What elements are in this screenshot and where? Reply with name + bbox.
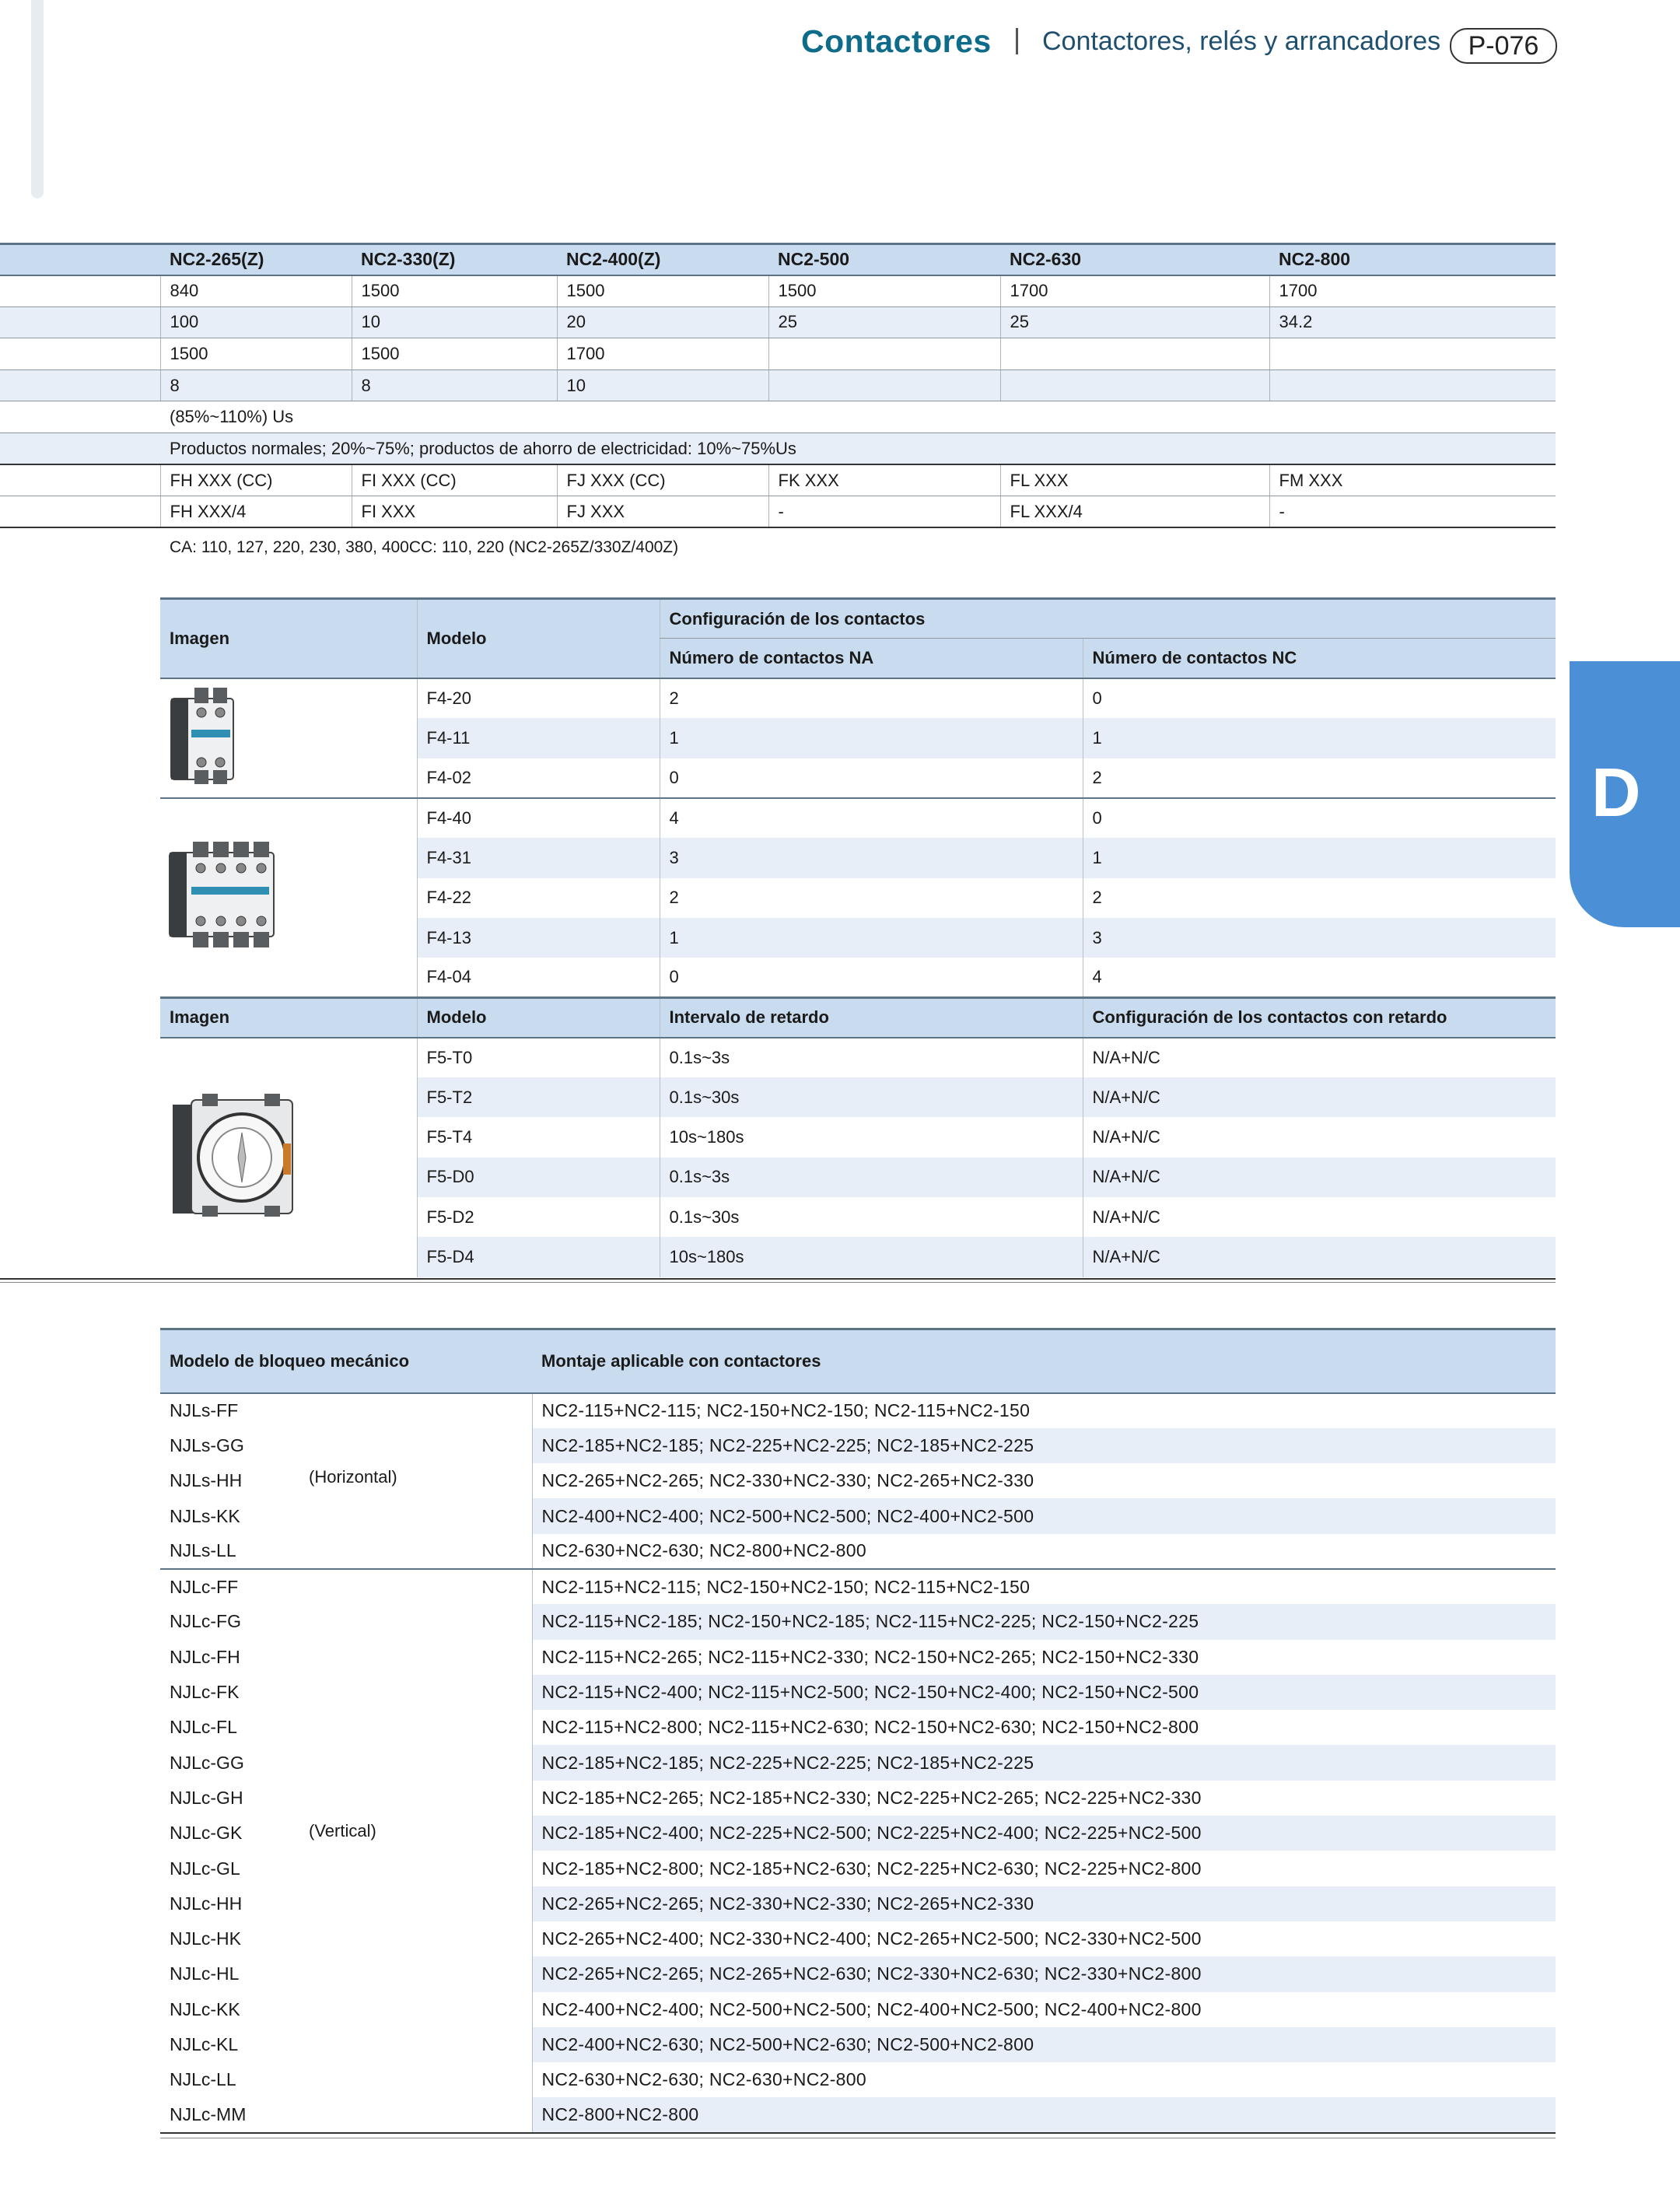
table-row: [160, 2097, 1556, 2132]
table-end-rule: [0, 1278, 1556, 1280]
table-cell: F5-T0: [417, 1038, 660, 1077]
section-letter: D: [1591, 754, 1641, 831]
specs-table: [0, 243, 1556, 528]
timer-header-row: [160, 997, 1556, 1037]
table-cell: 1: [1083, 838, 1556, 877]
col-header-interval: Intervalo de retardo: [660, 997, 1083, 1037]
table-cell: 10: [352, 306, 557, 338]
specs-header-blank: [0, 244, 160, 275]
table-cell: NJLc-GL: [170, 1858, 240, 1879]
table-cell: 3: [660, 838, 1083, 877]
table-cell: 2: [660, 878, 1083, 918]
table-row: [0, 496, 1556, 528]
table-cell: FM XXX: [1269, 464, 1556, 496]
table-row: [160, 798, 1556, 838]
aux-contacts-table: [160, 597, 1556, 1277]
table-cell: 3: [1083, 918, 1556, 958]
table-cell: NJLc-GK: [170, 1823, 243, 1844]
table-row: [160, 1921, 1556, 1956]
table-cell: [1000, 338, 1269, 370]
table-cell: NJLc-MM: [160, 2097, 532, 2132]
table-cell: 34.2: [1269, 306, 1556, 338]
table-cell: 8: [160, 370, 352, 401]
interlock-header-row: [160, 1329, 1556, 1393]
table-row: [0, 401, 1556, 433]
col-header: NC2-265(Z): [160, 244, 352, 275]
table-cell: NC2-185+NC2-185; NC2-225+NC2-225; NC2-185+NC2-225: [532, 1745, 1556, 1780]
table-row: [0, 370, 1556, 401]
table-cell: 25: [768, 306, 1000, 338]
table-cell: 20: [557, 306, 768, 338]
col-header-mount: Montaje aplicable con contactores: [532, 1329, 1556, 1393]
table-row: [160, 1992, 1556, 2027]
table-cell: FJ XXX: [557, 496, 768, 528]
table-row: [160, 1640, 1556, 1675]
table-cell: [1269, 370, 1556, 401]
table-cell: 0: [660, 758, 1083, 798]
page-number: P-076: [1450, 28, 1557, 64]
table-cell: NC2-400+NC2-630; NC2-500+NC2-630; NC2-500+NC2-800: [532, 2027, 1556, 2062]
table-row: [160, 1886, 1556, 1921]
table-cell: NJLc-HH: [170, 1893, 243, 1914]
table-cell: FL XXX: [1000, 464, 1269, 496]
table-row: [160, 2062, 1556, 2097]
col-header: NC2-330(Z): [352, 244, 557, 275]
table-cell: 2: [1083, 878, 1556, 918]
col-header-model: Modelo: [417, 599, 660, 679]
table-row: [0, 464, 1556, 496]
table-cell: F4-13: [417, 918, 660, 958]
table-cell: FI XXX: [352, 496, 557, 528]
table-cell: NJLc-KL: [170, 2033, 239, 2054]
aux-block-2-image: [160, 678, 417, 798]
table-cell: NC2-265+NC2-265; NC2-330+NC2-330; NC2-265+NC2-330: [532, 1886, 1556, 1921]
table-cell: NJLs-HH: [170, 1470, 243, 1491]
col-header-config: Configuración de los contactos: [660, 599, 1556, 639]
table-cell: [768, 338, 1000, 370]
table-cell: 0.1s~3s: [660, 1038, 1083, 1077]
table-row: [160, 1710, 1556, 1745]
table-cell: NJLc-FH: [170, 1646, 240, 1667]
table-cell: F5-D2: [417, 1197, 660, 1237]
table-cell: NC2-185+NC2-185; NC2-225+NC2-225; NC2-185+NC2-225: [532, 1428, 1556, 1463]
table-cell: 1: [1083, 718, 1556, 758]
page-subtitle: Contactores, relés y arrancadores: [1042, 26, 1441, 56]
table-cell: FI XXX (CC): [352, 464, 557, 496]
table-cell: F4-20: [417, 678, 660, 718]
table-row: [160, 1038, 1556, 1077]
col-header: NC2-800: [1269, 244, 1556, 275]
page-title: Contactores: [801, 23, 992, 59]
table-cell: FL XXX/4: [1000, 496, 1269, 528]
table-row: [160, 1569, 1556, 1604]
table-cell: 2: [1083, 758, 1556, 798]
table-cell: NC2-185+NC2-400; NC2-225+NC2-500; NC2-225+NC2-400; NC2-225+NC2-500: [532, 1816, 1556, 1851]
table-cell: N/A+N/C: [1083, 1237, 1556, 1277]
col-header: NC2-400(Z): [557, 244, 768, 275]
table-cell: 1500: [160, 338, 352, 370]
table-cell: F5-T4: [417, 1117, 660, 1157]
table-cell: FJ XXX (CC): [557, 464, 768, 496]
table-cell: NC2-400+NC2-400; NC2-500+NC2-500; NC2-400+NC2-500: [532, 1498, 1556, 1533]
col-header-interlock-model: Modelo de bloqueo mecánico: [160, 1329, 532, 1393]
table-cell: NC2-115+NC2-115; NC2-150+NC2-150; NC2-115+NC2-150: [532, 1393, 1556, 1428]
table-cell: N/A+N/C: [1083, 1038, 1556, 1077]
aux-block-4-image: [160, 798, 417, 997]
table-row: [160, 1956, 1556, 1991]
table-cell: NJLc-HL: [170, 1963, 240, 1984]
table-cell: N/A+N/C: [1083, 1158, 1556, 1197]
table-cell: F4-11: [417, 718, 660, 758]
table-cell: 10s~180s: [660, 1237, 1083, 1277]
aux-contact-2pole-icon: [165, 685, 243, 787]
table-cell: 1700: [557, 338, 768, 370]
col-header-delay-config: Configuración de los contactos con retardo: [1083, 997, 1556, 1037]
table-cell: 1: [660, 918, 1083, 958]
table-cell: NJLs-LL: [170, 1540, 236, 1561]
table-cell: NC2-630+NC2-630; NC2-630+NC2-800: [532, 2062, 1556, 2097]
table-row: [160, 1428, 1556, 1463]
table-cell: NC2-115+NC2-185; NC2-150+NC2-185; NC2-115+NC2-225; NC2-150+NC2-225: [532, 1604, 1556, 1639]
col-header-nc: Número de contactos NC: [1083, 639, 1556, 678]
table-cell: 8: [352, 370, 557, 401]
table-cell: 2: [660, 678, 1083, 718]
table-cell: 25: [1000, 306, 1269, 338]
table-cell: 840: [160, 275, 352, 307]
table-cell: NJLc-GH: [170, 1787, 243, 1808]
interlock-table: [160, 1328, 1556, 2134]
table-cell: 1700: [1000, 275, 1269, 307]
table-cell: FK XXX: [768, 464, 1000, 496]
table-cell: NJLc-HK: [170, 1928, 242, 1949]
section-tab: [1570, 661, 1680, 927]
page-margin-bar: [31, 0, 44, 198]
table-cell: F4-02: [417, 758, 660, 798]
col-header-no: Número de contactos NA: [660, 639, 1083, 678]
table-cell: NC2-115+NC2-800; NC2-115+NC2-630; NC2-150+NC2-630; NC2-150+NC2-800: [532, 1710, 1556, 1745]
table-cell: 100: [160, 306, 352, 338]
table-cell: 10s~180s: [660, 1117, 1083, 1157]
table-cell: 1: [660, 718, 1083, 758]
voltages-note: CA: 110, 127, 220, 230, 380, 400CC: 110, 220 (NC2-265Z/330Z/400Z): [170, 538, 679, 556]
table-row: [0, 338, 1556, 370]
table-cell: 1500: [352, 275, 557, 307]
table-cell: NC2-115+NC2-265; NC2-115+NC2-330; NC2-150+NC2-265; NC2-150+NC2-330: [532, 1640, 1556, 1675]
table-cell: F4-31: [417, 838, 660, 877]
horizontal-label: (Horizontal): [309, 1467, 397, 1487]
table-cell: NJLc-FL: [170, 1717, 237, 1738]
table-cell: NC2-265+NC2-265; NC2-265+NC2-630; NC2-330+NC2-630; NC2-330+NC2-800: [532, 1956, 1556, 1991]
table-cell: NC2-185+NC2-265; NC2-185+NC2-330; NC2-225+NC2-265; NC2-225+NC2-330: [532, 1781, 1556, 1816]
table-cell: NC2-800+NC2-800: [532, 2097, 1556, 2132]
table-cell: 1500: [768, 275, 1000, 307]
vertical-label: (Vertical): [309, 1821, 376, 1841]
table-cell: NC2-630+NC2-630; NC2-800+NC2-800: [532, 1534, 1556, 1569]
voltage-range: (85%~110%) Us: [160, 401, 1556, 433]
table-cell: FH XXX (CC): [160, 464, 352, 496]
table-cell: -: [768, 496, 1000, 528]
table-cell: NJLc-FG: [170, 1611, 241, 1632]
table-cell: NJLc-LL: [170, 2069, 236, 2090]
col-header-model: Modelo: [417, 997, 660, 1037]
table-row: [0, 275, 1556, 307]
table-row: [0, 433, 1556, 464]
table-cell: 4: [1083, 958, 1556, 997]
table-row: [160, 678, 1556, 718]
table-cell: NJLs-FF: [170, 1400, 239, 1421]
table-cell: NJLc-KK: [170, 1998, 240, 2019]
col-header-image: Imagen: [160, 997, 417, 1037]
table-cell: 0.1s~3s: [660, 1158, 1083, 1197]
table-row: [160, 1393, 1556, 1428]
table-row: [160, 1675, 1556, 1710]
col-header: NC2-500: [768, 244, 1000, 275]
table-cell: 1500: [352, 338, 557, 370]
table-cell: NC2-185+NC2-800; NC2-185+NC2-630; NC2-225+NC2-630; NC2-225+NC2-800: [532, 1851, 1556, 1886]
table-cell: F4-22: [417, 878, 660, 918]
table-row: [160, 1781, 1556, 1816]
table-row: [160, 1534, 1556, 1569]
table-row: [160, 1851, 1556, 1886]
table-cell: NJLc-FK: [170, 1682, 240, 1703]
table-cell: [1269, 338, 1556, 370]
aux-contact-4pole-icon: [165, 837, 282, 954]
table-cell: 0: [1083, 678, 1556, 718]
release-note: Productos normales; 20%~75%; productos de ahorro de electricidad: 10%~75%Us: [160, 433, 1556, 464]
table-cell: 1700: [1269, 275, 1556, 307]
col-header: NC2-630: [1000, 244, 1269, 275]
table-cell: 0: [660, 958, 1083, 997]
table-cell: NJLc-FF: [160, 1569, 532, 1604]
table-cell: NJLs-KK: [170, 1505, 240, 1526]
table-cell: F4-40: [417, 798, 660, 838]
table-cell: F5-D0: [417, 1158, 660, 1197]
table-cell: 1500: [557, 275, 768, 307]
table-cell: N/A+N/C: [1083, 1077, 1556, 1117]
timer-block-image: [160, 1038, 417, 1277]
table-cell: NC2-115+NC2-115; NC2-150+NC2-150; NC2-115+NC2-150: [532, 1569, 1556, 1604]
col-header-image: Imagen: [160, 599, 417, 679]
table-cell: 0.1s~30s: [660, 1077, 1083, 1117]
table-row: [160, 1604, 1556, 1639]
table-cell: NC2-115+NC2-400; NC2-115+NC2-500; NC2-150+NC2-400; NC2-150+NC2-500: [532, 1675, 1556, 1710]
table-cell: [1000, 370, 1269, 401]
table-cell: N/A+N/C: [1083, 1117, 1556, 1157]
table-cell: 4: [660, 798, 1083, 838]
table-cell: NC2-400+NC2-400; NC2-500+NC2-500; NC2-400+NC2-500; NC2-400+NC2-800: [532, 1992, 1556, 2027]
table-cell: F5-T2: [417, 1077, 660, 1117]
table-cell: F5-D4: [417, 1237, 660, 1277]
table-cell: NJLs-GG: [170, 1434, 244, 1455]
table-row: [0, 306, 1556, 338]
title-divider: [1016, 28, 1018, 54]
table-cell: 0: [1083, 798, 1556, 838]
table-cell: FH XXX/4: [160, 496, 352, 528]
table-cell: N/A+N/C: [1083, 1197, 1556, 1237]
table-row: [160, 1498, 1556, 1533]
table-cell: NC2-265+NC2-400; NC2-330+NC2-400; NC2-265+NC2-500; NC2-330+NC2-500: [532, 1921, 1556, 1956]
table-cell: NJLc-GG: [170, 1752, 244, 1773]
table-cell: 10: [557, 370, 768, 401]
timer-module-icon: [165, 1089, 297, 1221]
table-row: [160, 2027, 1556, 2062]
table-cell: 0.1s~30s: [660, 1197, 1083, 1237]
table-row: [160, 1745, 1556, 1780]
table-end-rule: [0, 1282, 1556, 1283]
specs-header-row: [0, 244, 1556, 275]
table-cell: [768, 370, 1000, 401]
table-cell: -: [1269, 496, 1556, 528]
table-cell: F4-04: [417, 958, 660, 997]
table-cell: NC2-265+NC2-265; NC2-330+NC2-330; NC2-265+NC2-330: [532, 1463, 1556, 1498]
aux-header-row: [160, 599, 1556, 639]
